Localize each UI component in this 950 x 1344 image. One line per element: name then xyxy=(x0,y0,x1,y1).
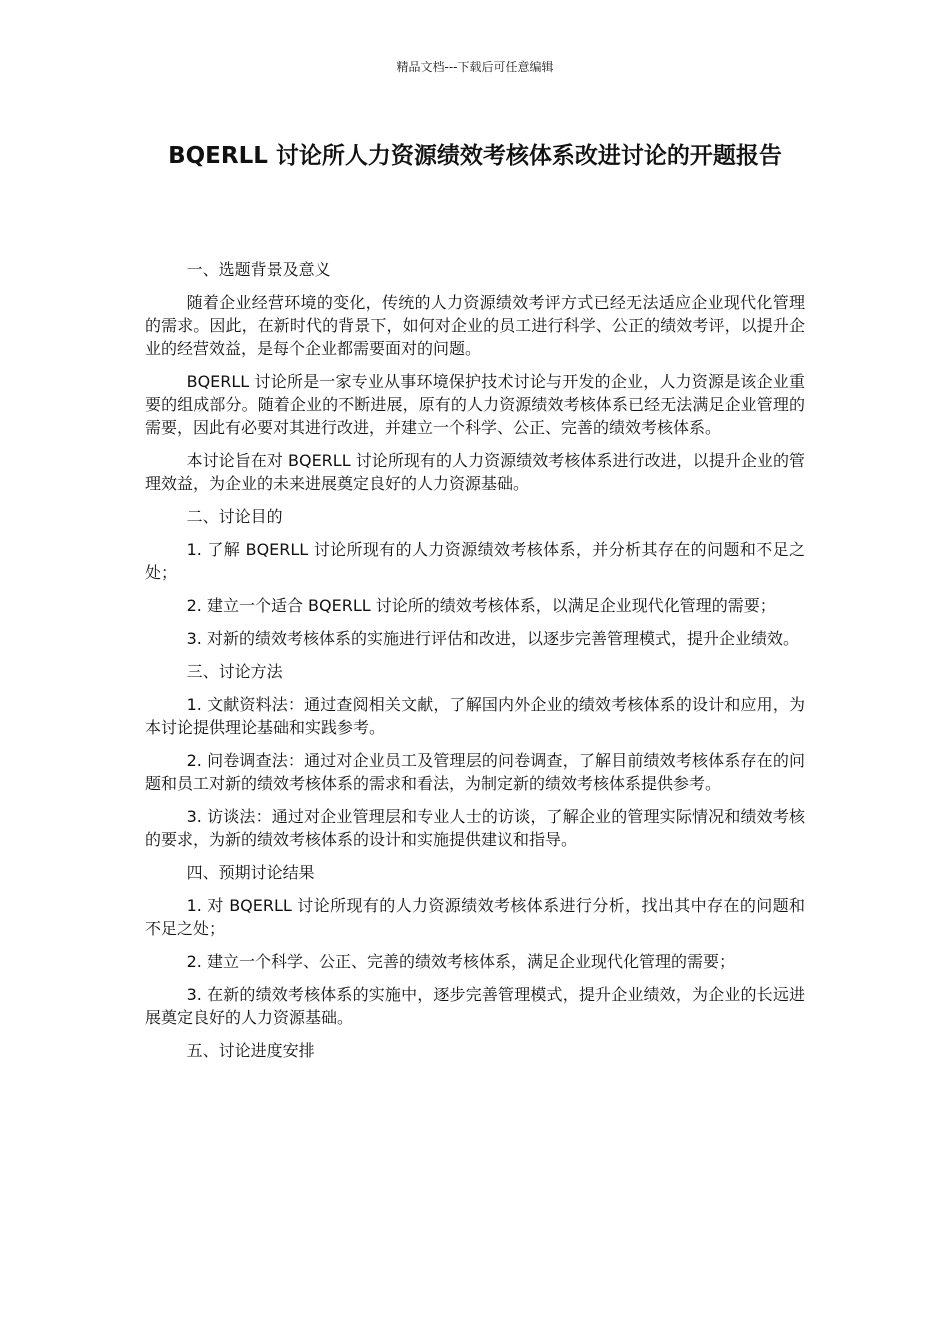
list-item: 3. 访谈法：通过对企业管理层和专业人士的访谈，了解企业的管理实际情况和绩效考核的要求，为新的绩效考核体系的设计和实施提供建议和指导。 xyxy=(145,807,805,849)
list-item: 1. 了解 BQERLL 讨论所现有的人力资源绩效考核体系，并分析其存在的问题和不足之处； xyxy=(145,540,805,582)
header-note: 精品文档---下载后可任意编辑 xyxy=(396,60,554,74)
paragraph: 本讨论旨在对 BQERLL 讨论所现有的人力资源绩效考核体系进行改进，以提升企业的管理效益，为企业的未来进展奠定良好的人力资源基础。 xyxy=(145,451,805,493)
list-item: 2. 建立一个科学、公正、完善的绩效考核体系，满足企业现代化管理的需要； xyxy=(186,952,735,971)
section-heading: 一、选题背景及意义 xyxy=(186,260,331,279)
list-item: 1. 文献资料法：通过查阅相关文献，了解国内外企业的绩效考核体系的设计和应用，为本讨论提供理论基础和实践参考。 xyxy=(145,695,805,737)
paragraph: BQERLL 讨论所是一家专业从事环境保护技术讨论与开发的企业，人力资源是该企业重要的组成部分。随着企业的不断进展，原有的人力资源绩效考核体系已经无法满足企业管理的需要，因此有必要对其进行改进，并建立一个科学、公正、完善的绩效考核体系。 xyxy=(145,372,805,437)
section-heading: 四、预期讨论结果 xyxy=(186,863,315,882)
list-item: 3. 在新的绩效考核体系的实施中，逐步完善管理模式，提升企业绩效，为企业的长远进展奠定良好的人力资源基础。 xyxy=(145,985,805,1027)
list-item: 2. 问卷调查法：通过对企业员工及管理层的问卷调查，了解目前绩效考核体系存在的问题和员工对新的绩效考核体系的需求和看法，为制定新的绩效考核体系提供参考。 xyxy=(145,751,805,793)
list-item: 1. 对 BQERLL 讨论所现有的人力资源绩效考核体系进行分析，找出其中存在的问题和不足之处； xyxy=(145,896,805,938)
list-item: 2. 建立一个适合 BQERLL 讨论所的绩效考核体系，以满足企业现代化管理的需要； xyxy=(186,596,776,615)
document-body xyxy=(145,258,805,1072)
section-heading: 五、讨论进度安排 xyxy=(186,1041,315,1060)
list-item: 3. 对新的绩效考核体系的实施进行评估和改进，以逐步完善管理模式，提升企业绩效。 xyxy=(186,629,799,648)
section-heading: 三、讨论方法 xyxy=(186,662,283,681)
document-title: BQERLL 讨论所人力资源绩效考核体系改进讨论的开题报告 xyxy=(168,143,782,169)
section-heading: 二、讨论目的 xyxy=(186,507,283,526)
paragraph: 随着企业经营环境的变化，传统的人力资源绩效考评方式已经无法适应企业现代化管理的需求。因此，在新时代的背景下，如何对企业的员工进行科学、公正的绩效考评，以提升企业的经营效益，是每个企业都需要面对的问题。 xyxy=(145,293,805,358)
